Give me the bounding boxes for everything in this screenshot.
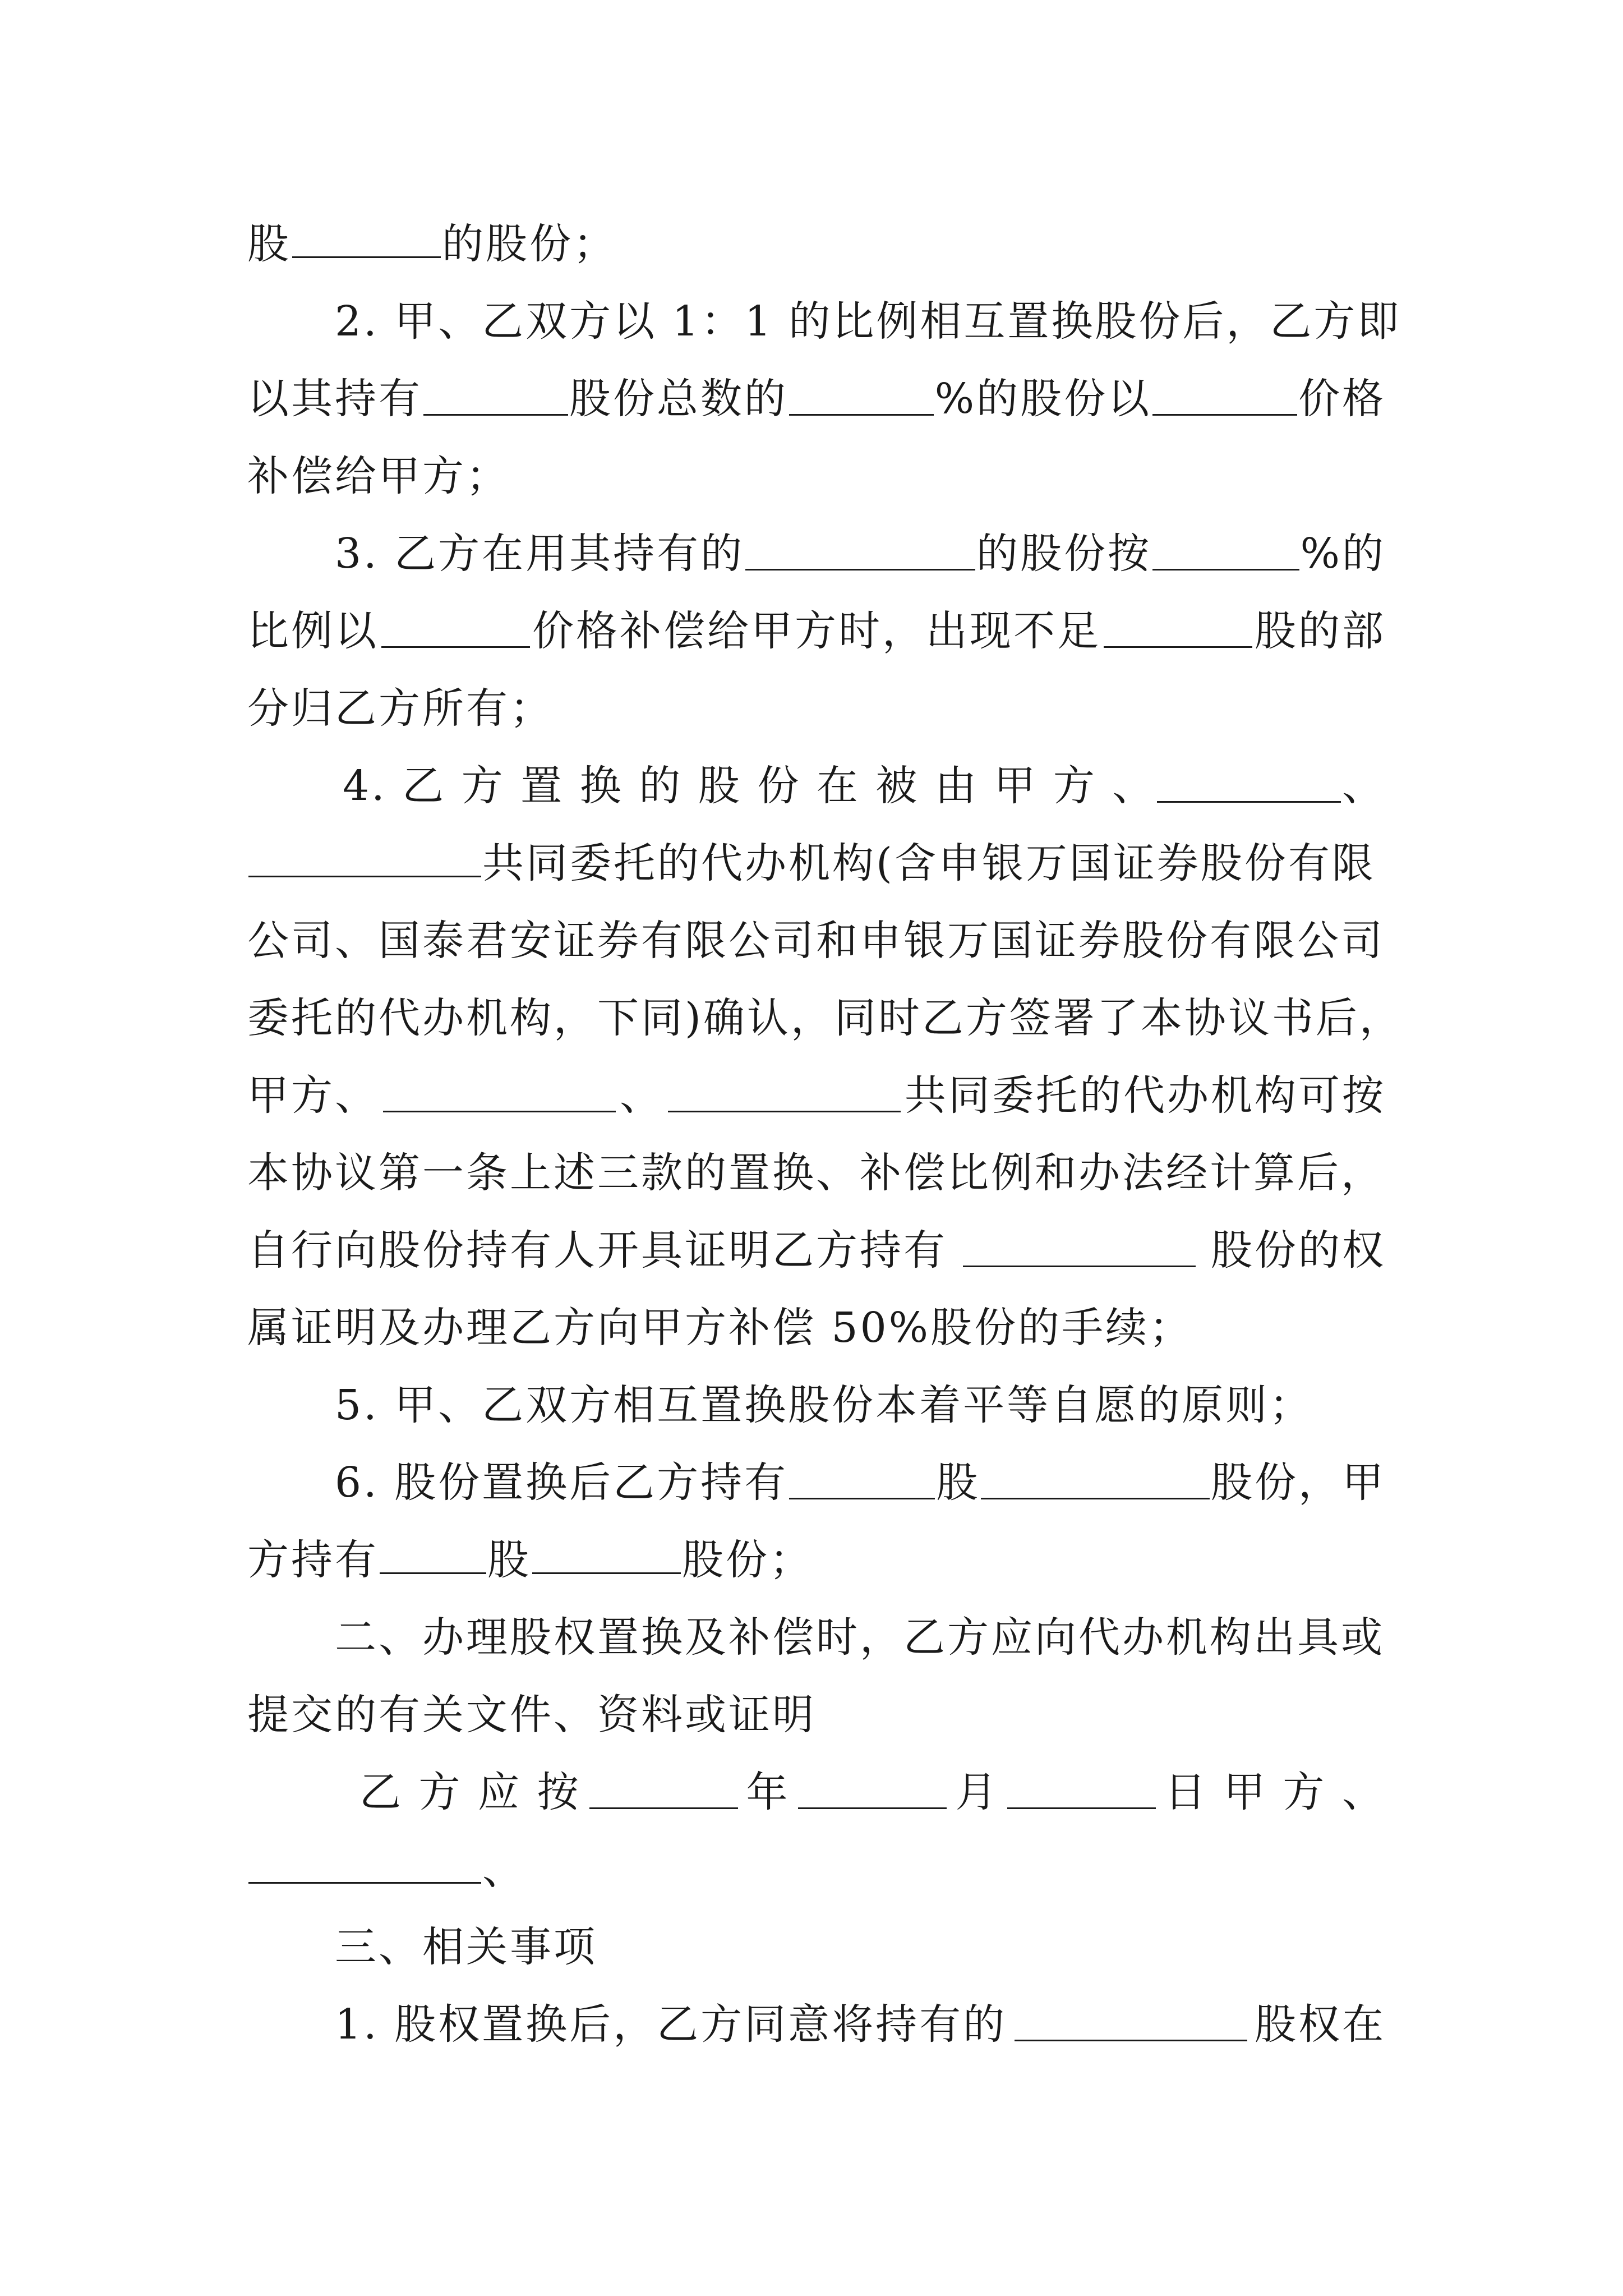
fill-in-blank [589,1776,738,1809]
text-segment: 5. 甲、乙双方相互置换股份本着平等自愿的原则； [335,1381,1313,1429]
fill-in-blank [1152,383,1297,416]
text-line-4 [247,437,1386,516]
text-line-2 [247,282,1401,361]
fill-in-blank [380,1541,486,1574]
text-segment: 以其持有 [247,375,422,423]
text-segment: %的股份以 [934,375,1152,423]
text-line-20 [247,1676,1386,1754]
text-line-24 [247,1985,1386,2064]
text-segment: 的股份按 [976,530,1151,578]
fill-in-blank [532,1541,681,1574]
text-segment: 自行向股份持有人开具证明乙方持有 [247,1226,947,1274]
text-line-14 [247,1211,1386,1290]
fill-in-blank [668,1079,901,1112]
fill-in-blank [248,844,481,877]
text-line-1 [247,205,1386,283]
fill-in-blank [381,615,530,648]
text-segment: 乙 方 应 按 [359,1768,581,1816]
text-segment: 年 [746,1768,790,1816]
fill-in-blank [963,1234,1196,1267]
fill-in-blank [798,1776,947,1809]
text-segment: 股权在 [1255,2000,1386,2049]
fill-in-blank [1152,537,1299,570]
text-segment: 属证明及办理乙方向甲方补偿 50%股份的手续； [247,1304,1193,1352]
text-segment: 公司、国泰君安证券有限公司和申银万国证券股份有限公司 [247,917,1385,965]
text-line-15 [247,1289,1386,1367]
fill-in-blank [1015,2008,1247,2041]
text-line-7 [247,669,1386,748]
text-line-13 [247,1134,1386,1212]
fill-in-blank [789,1466,935,1499]
fill-in-blank [1157,770,1341,803]
text-line-18 [247,1521,1386,1599]
text-segment: 提交的有关文件、资料或证明 [247,1691,816,1739]
text-line-16 [247,1366,1386,1444]
text-segment: 分归乙方所有； [247,684,554,733]
text-segment: 股 [247,220,291,268]
text-segment: 日 甲 方 、 [1164,1768,1386,1816]
text-segment: 股份的权 [1211,1226,1386,1274]
text-line-22 [247,1830,1386,1909]
text-segment: 委托的代办机构，下同)确认，同时乙方签署了本协议书后， [247,994,1403,1042]
text-segment: %的 [1300,530,1386,578]
text-line-21 [247,1753,1386,1832]
text-segment: 方持有 [247,1536,379,1584]
text-line-23 [247,1908,1386,1986]
text-line-12 [247,1056,1386,1135]
text-segment: 1. 股权置换后，乙方同意将持有的 [335,2000,1007,2049]
fill-in-blank [789,383,934,416]
text-segment: 比例以 [247,607,379,655]
text-segment: 股 [936,1458,980,1507]
fill-in-blank [981,1466,1210,1499]
text-line-17 [247,1443,1386,1522]
text-line-5 [247,514,1386,593]
text-segment: 的股份； [442,220,617,268]
text-segment: 股份总数的 [569,375,788,423]
text-segment: 股份，甲 [1211,1458,1386,1507]
text-line-3 [247,360,1386,438]
text-segment: 3. 乙方在用其持有的 [335,530,745,578]
text-line-10 [247,901,1386,980]
text-segment: 4. 乙 方 置 换 的 股 份 在 被 由 甲 方 、 [343,762,1156,810]
text-segment: 2. 甲、乙双方以 1：1 的比例相互置换股份后，乙方即 [335,297,1401,346]
text-segment: 本协议第一条上述三款的置换、补偿比例和办法经计算后， [247,1149,1385,1197]
text-line-9 [247,824,1386,903]
text-segment: 价格 [1298,375,1386,423]
text-segment: 股的部 [1255,607,1386,655]
fill-in-blank [1104,615,1252,648]
text-line-19 [247,1598,1386,1677]
fill-in-blank [383,1079,616,1112]
text-segment: 股份； [682,1536,813,1584]
text-segment: 二、办理股权置换及补偿时，乙方应向代办机构出具或 [335,1613,1385,1662]
text-segment: 价格补偿给甲方时，出现不足 [532,607,1101,655]
fill-in-blank [292,225,441,258]
text-segment: 6. 股份置换后乙方持有 [335,1458,789,1507]
fill-in-blank [1007,1776,1156,1809]
text-line-11 [247,979,1403,1057]
text-segment: 股 [487,1536,531,1584]
text-segment: 共同委托的代办机构(含申银万国证券股份有限 [482,839,1376,887]
text-segment: 月 [955,1768,999,1816]
text-segment: 三、相关事项 [335,1923,597,1971]
text-segment: 补偿给甲方； [247,452,510,500]
text-segment: 、 [1342,762,1386,810]
text-line-6 [247,592,1386,670]
fill-in-blank [745,537,975,570]
text-line-8 [247,747,1386,825]
text-segment: 、 [482,1846,526,1894]
text-segment: 、 [620,1071,663,1120]
text-segment: 甲方、 [247,1071,379,1120]
text-segment: 共同委托的代办机构可按 [905,1071,1386,1120]
fill-in-blank [248,1851,481,1884]
fill-in-blank [423,383,568,416]
